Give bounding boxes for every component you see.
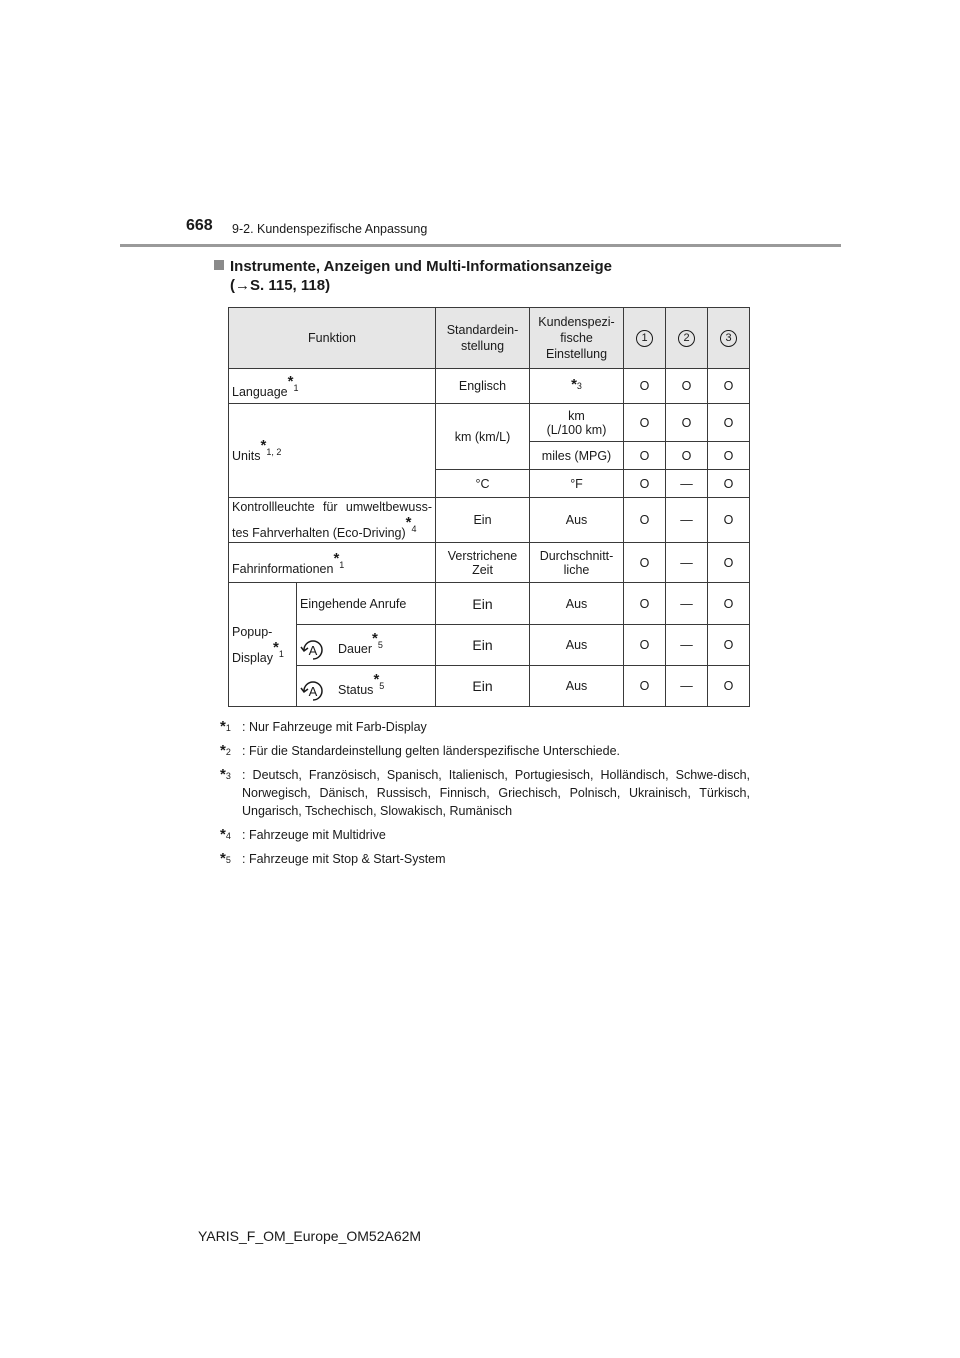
- custom-cell: Aus: [530, 666, 624, 707]
- header-divider: [120, 244, 841, 247]
- footnote-ref: *5: [372, 629, 383, 650]
- footnote: *$^4$ : Fahrzeuge mit Multidrive: [220, 826, 386, 843]
- function-name: Popup- Display: [232, 624, 273, 665]
- asterisk-icon: *: [260, 437, 267, 455]
- option-cell: O: [708, 498, 750, 543]
- sub-function-cell: [297, 625, 436, 666]
- footnote: *$^2$ : Für die Standardeinstellung gelten länderspezifische Unterschiede.: [220, 742, 621, 759]
- default-cell: Ein: [436, 666, 530, 707]
- header-col-1: [624, 308, 666, 369]
- option-cell: O: [666, 442, 708, 470]
- option-cell: O: [708, 404, 750, 442]
- footnote: *$^1$ : Nur Fahrzeuge mit Farb-Display: [220, 718, 427, 735]
- custom-cell: miles (MPG): [530, 442, 624, 470]
- page-number: 668: [186, 217, 213, 234]
- option-cell: O: [624, 442, 666, 470]
- default-cell: Ein: [436, 583, 530, 625]
- section-breadcrumb: 9-2. Kundenspezifische Anpassung: [232, 222, 428, 236]
- function-cell: [229, 583, 297, 707]
- default-cell: Ein: [436, 625, 530, 666]
- option-cell: O: [624, 498, 666, 543]
- option-cell: O: [708, 583, 750, 625]
- asterisk-icon: *: [571, 375, 577, 393]
- header-col-2: [666, 308, 708, 369]
- asterisk-icon: *: [405, 514, 412, 531]
- option-cell: —: [666, 625, 708, 666]
- asterisk-icon: *: [220, 742, 226, 759]
- option-cell: —: [666, 470, 708, 498]
- header-custom: Kundenspezi- fische Einstellung: [530, 308, 624, 369]
- asterisk-icon: *: [273, 638, 279, 656]
- custom-cell: Durchschnitt- liche: [530, 543, 624, 583]
- table-row: [229, 625, 750, 666]
- settings-table: [228, 307, 750, 707]
- option-cell: O: [624, 470, 666, 498]
- option-cell: O: [708, 543, 750, 583]
- custom-cell: Aus: [530, 498, 624, 543]
- custom-cell: Aus: [530, 583, 624, 625]
- default-cell: Englisch: [436, 369, 530, 404]
- section-heading: [214, 257, 612, 277]
- footnotes: [220, 718, 750, 874]
- option-cell: O: [624, 369, 666, 404]
- auto-start-stop-icon: [300, 680, 326, 702]
- section-page-reference: (→S. 115, 118): [230, 277, 331, 294]
- option-cell: —: [666, 543, 708, 583]
- footnote-ref: *5: [373, 670, 385, 691]
- asterisk-icon: *: [220, 826, 226, 843]
- footnote-ref: *1: [287, 372, 299, 393]
- asterisk-icon: *: [372, 629, 378, 647]
- custom-cell: °F: [530, 470, 624, 498]
- default-cell: °C: [436, 470, 530, 498]
- custom-cell: *$^3$: [530, 369, 624, 404]
- asterisk-icon: *: [220, 766, 226, 783]
- sub-function-cell: Eingehende Anrufe: [297, 583, 436, 625]
- function-name: Dauer: [338, 641, 373, 656]
- option-cell: O: [708, 470, 750, 498]
- circled-number-3: 3: [720, 330, 737, 347]
- sub-function-cell: [297, 666, 436, 707]
- default-cell: Verstrichene Zeit: [436, 543, 530, 583]
- option-cell: O: [666, 404, 708, 442]
- default-cell: Ein: [436, 498, 530, 543]
- option-cell: O: [708, 625, 750, 666]
- option-cell: O: [624, 543, 666, 583]
- option-cell: O: [708, 666, 750, 707]
- function-cell: [229, 543, 436, 583]
- function-name: Language: [232, 385, 288, 400]
- function-name: Units: [232, 449, 261, 464]
- footnote-ref: *1, 2: [260, 437, 282, 458]
- asterisk-icon: *: [220, 718, 226, 735]
- footnote: *$^5$ : Fahrzeuge mit Stop & Start-System: [220, 850, 446, 867]
- svg-text:A: A: [308, 642, 318, 658]
- function-cell: [229, 369, 436, 404]
- option-cell: —: [666, 498, 708, 543]
- function-name: Status: [338, 682, 374, 697]
- document-code: YARIS_F_OM_Europe_OM52A62M: [198, 1228, 422, 1244]
- square-bullet-icon: [214, 260, 224, 270]
- table-header-row: [229, 308, 750, 369]
- table-row: [229, 498, 750, 543]
- option-cell: —: [666, 666, 708, 707]
- option-cell: O: [624, 625, 666, 666]
- footnote-ref: *1: [273, 638, 284, 659]
- custom-cell: Aus: [530, 625, 624, 666]
- option-cell: O: [624, 583, 666, 625]
- function-cell: [229, 404, 436, 498]
- footnote-ref: *4: [405, 514, 417, 534]
- footnote: *$^3$ : Deutsch, Französisch, Spanisch, Italienisch, Portugiesisch, Holländisch, Schwe-disch, Norwegisch, Dänisch, Russisch, Finnisch, Griechisch, Polnisch, Ukrainisch, Türkisch, Ungarisch, Tschechisch, Slowakisch, Rumänisch: [220, 766, 750, 818]
- header-function: Funktion: [229, 308, 436, 369]
- asterisk-icon: *: [373, 670, 380, 688]
- circled-number-1: 1: [636, 330, 653, 347]
- circled-number-2: 2: [678, 330, 695, 347]
- table-row: [229, 666, 750, 707]
- function-name: Fahrinformationen: [232, 561, 334, 576]
- asterisk-icon: *: [333, 549, 340, 567]
- footnote-ref: *1: [333, 549, 345, 570]
- option-cell: O: [624, 666, 666, 707]
- table-row: [229, 583, 750, 625]
- asterisk-icon: *: [287, 372, 294, 390]
- header-default: Standardein- stellung: [436, 308, 530, 369]
- header-col-3: [708, 308, 750, 369]
- function-name: Kontrollleuchte für umweltbewuss-tes Fahrverhalten (Eco-Driving): [232, 500, 433, 541]
- function-cell: [229, 498, 436, 543]
- option-cell: O: [624, 404, 666, 442]
- table-row: [229, 543, 750, 583]
- option-cell: —: [666, 583, 708, 625]
- custom-cell: km (L/100 km): [530, 404, 624, 442]
- option-cell: O: [708, 369, 750, 404]
- default-cell: km (km/L): [436, 404, 530, 470]
- table-row: [229, 369, 750, 404]
- option-cell: O: [666, 369, 708, 404]
- asterisk-icon: *: [220, 850, 226, 867]
- table-row: [229, 404, 750, 442]
- section-title: Instrumente, Anzeigen und Multi-Informationsanzeige: [230, 258, 612, 275]
- option-cell: O: [708, 442, 750, 470]
- svg-text:A: A: [308, 683, 318, 699]
- auto-start-stop-icon: [300, 639, 326, 661]
